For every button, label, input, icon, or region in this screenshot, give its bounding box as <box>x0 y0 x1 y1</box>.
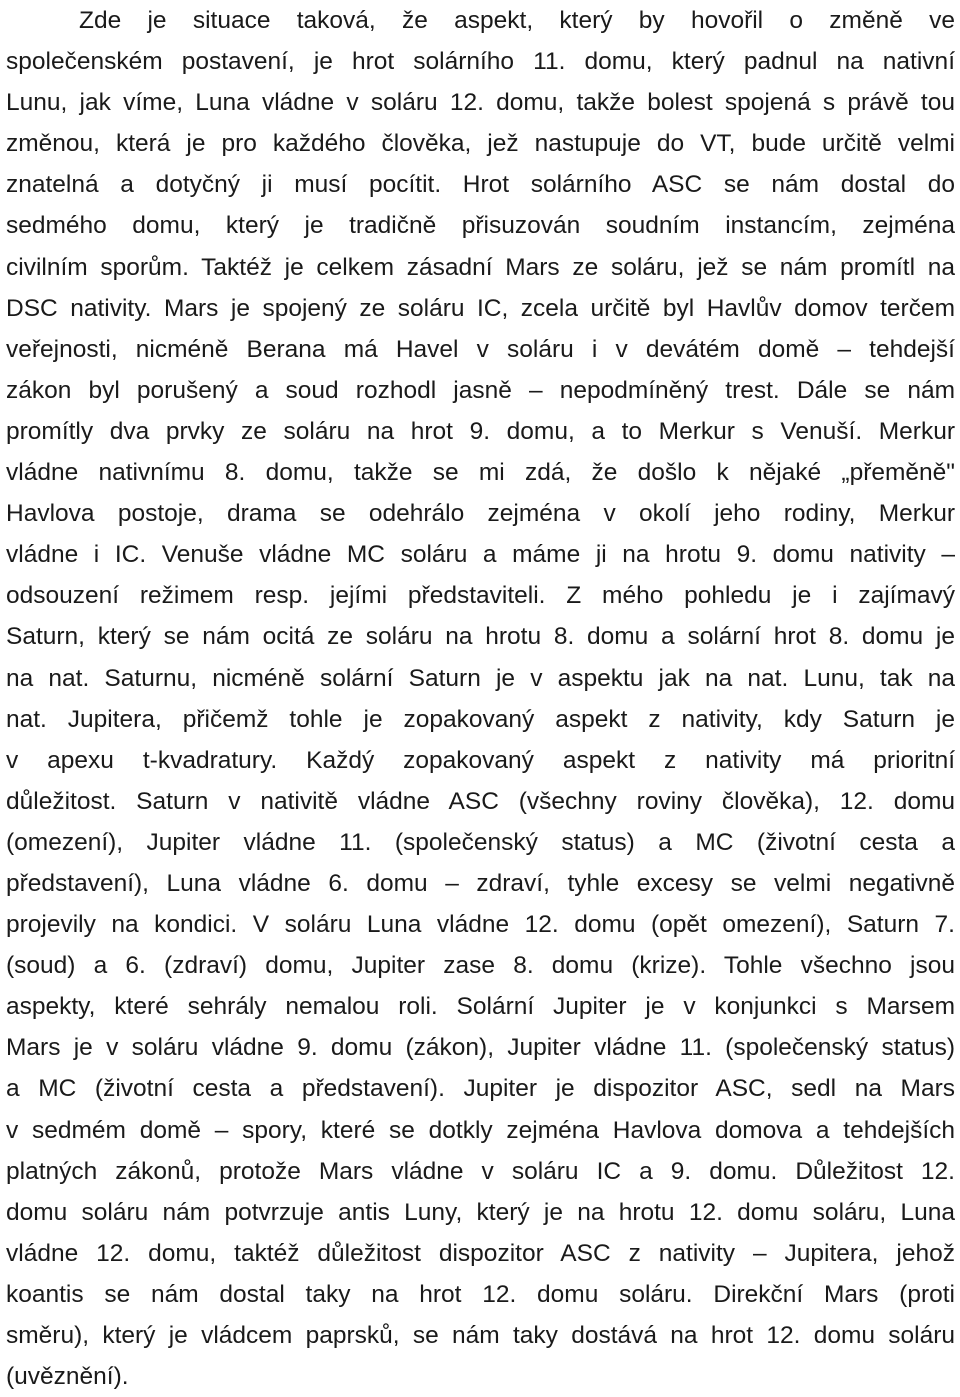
paragraph-line: domu soláru nám potvrzuje antis Luny, který je na hrotu 12. domu soláru, Luna <box>6 1198 955 1226</box>
paragraph-line: DSC nativity. Mars je spojený ze soláru IC, zcela určitě byl Havlův domov terčem <box>6 294 955 322</box>
paragraph-line: vládne i IC. Venuše vládne MC soláru a máme ji na hrotu 9. domu nativity – <box>6 541 955 569</box>
paragraph-line: v apexu t-kvadratury. Každý zopakovaný aspekt z nativity má prioritní <box>6 746 955 774</box>
paragraph-line: Saturn, který se nám ocitá ze soláru na hrotu 8. domu a solární hrot 8. domu je <box>6 623 955 651</box>
paragraph-line: vládne nativnímu 8. domu, takže se mi zdá, že došlo k nějaké „přeměně" <box>6 459 955 487</box>
paragraph-line: (soud) a 6. (zdraví) domu, Jupiter zase 8. domu (krize). Tohle všechno jsou <box>6 952 955 980</box>
paragraph-line: odsouzení režimem resp. jejími představiteli. Z mého pohledu je i zajímavý <box>6 582 955 610</box>
paragraph <box>6 0 955 1397</box>
paragraph-line: (omezení), Jupiter vládne 11. (společenský status) a MC (životní cesta a <box>6 828 955 856</box>
paragraph-line: představení), Luna vládne 6. domu – zdraví, tyhle excesy se velmi negativně <box>6 869 955 897</box>
paragraph-line: změnou, která je pro každého člověka, jež nastupuje do VT, bude určitě velmi <box>6 130 955 158</box>
paragraph-line: důležitost. Saturn v nativitě vládne ASC (všechny roviny člověka), 12. domu <box>6 787 955 815</box>
paragraph-line: nat. Jupitera, přičemž tohle je zopakovaný aspekt z nativity, kdy Saturn je <box>6 705 955 733</box>
paragraph-line: Mars je v soláru vládne 9. domu (zákon), Jupiter vládne 11. (společenský status) <box>6 1034 955 1062</box>
paragraph-line: a MC (životní cesta a představení). Jupiter je dispozitor ASC, sedl na Mars <box>6 1075 955 1103</box>
paragraph-line: platných zákonů, protože Mars vládne v soláru IC a 9. domu. Důležitost 12. <box>6 1157 955 1185</box>
paragraph-line: zákon byl porušený a soud rozhodl jasně – nepodmíněný trest. Dále se nám <box>6 376 955 404</box>
paragraph-line: Havlova postoje, drama se odehrálo zejména v okolí jeho rodiny, Merkur <box>6 500 955 528</box>
paragraph-line: projevily na kondici. V soláru Luna vládne 12. domu (opět omezení), Saturn 7. <box>6 911 955 939</box>
paragraph-line: znatelná a dotyčný ji musí pocítit. Hrot solárního ASC se nám dostal do <box>6 171 955 199</box>
paragraph-line: vládne 12. domu, taktéž důležitost dispozitor ASC z nativity – Jupitera, jehož <box>6 1239 955 1267</box>
paragraph-line: promítly dva prvky ze soláru na hrot 9. domu, a to Merkur s Venuší. Merkur <box>6 417 955 445</box>
paragraph-line: (uvěznění). <box>6 1363 129 1391</box>
paragraph-line: sedmého domu, který je tradičně přisuzován soudním instancím, zejména <box>6 212 955 240</box>
paragraph-line: v sedmém domě – spory, které se dotkly zejména Havlova domova a tehdejších <box>6 1116 955 1144</box>
paragraph-line: společenském postavení, je hrot solárního 11. domu, který padnul na nativní <box>6 48 955 76</box>
paragraph-line: směru), který je vládcem paprsků, se nám taky dostává na hrot 12. domu soláru <box>6 1322 955 1349</box>
paragraph-line: veřejnosti, nicméně Berana má Havel v soláru i v devátém domě – tehdejší <box>6 335 955 363</box>
paragraph-line: na nat. Saturnu, nicméně solární Saturn je v aspektu jak na nat. Lunu, tak na <box>6 664 955 692</box>
paragraph-line: aspekty, které sehrály nemalou roli. Solární Jupiter je v konjunkci s Marsem <box>6 993 955 1021</box>
paragraph-line: koantis se nám dostal taky na hrot 12. domu soláru. Direkční Mars (proti <box>6 1280 955 1308</box>
paragraph-line: Lunu, jak víme, Luna vládne v soláru 12. domu, takže bolest spojená s právě tou <box>6 89 955 117</box>
paragraph-line: civilním sporům. Taktéž je celkem zásadní Mars ze soláru, jež se nám promítl na <box>6 253 955 281</box>
paragraph-line: Zde je situace taková, že aspekt, který by hovořil o změně ve <box>79 7 955 34</box>
